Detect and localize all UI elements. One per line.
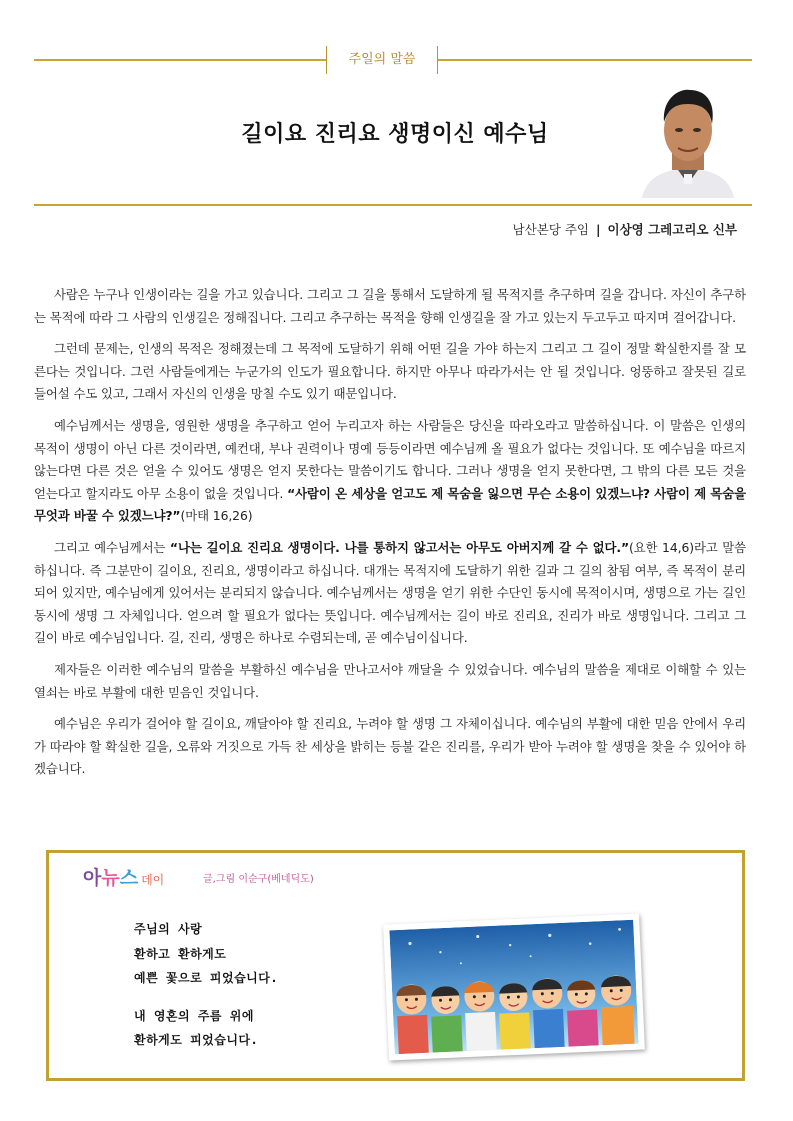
brand-char-3: 스 — [119, 867, 139, 889]
brand-char-2: 뉴 — [101, 867, 120, 889]
paragraph-5: 제자들은 이러한 예수님의 말씀을 부활하신 예수님을 만나고서야 깨달을 수 있었습니다. 예수님의 말씀을 제대로 이해할 수 있는 열쇠는 바로 부활에 대한 믿음인 것입니다. — [34, 661, 746, 700]
byline-separator: | — [595, 222, 601, 237]
byline — [513, 220, 737, 238]
article-body — [34, 284, 746, 790]
cartoon-box — [46, 850, 745, 1081]
header-rule-right — [438, 59, 752, 61]
page-title: 길이요 진리요 생명이신 예수님 — [241, 122, 549, 147]
byline-role: 남산본당 주임 — [512, 222, 589, 237]
paragraph-2: 그런데 문제는, 인생의 목적은 정해졌는데 그 목적에 도달하기 위해 어떤 길을 가야 하는지 그리고 그 길이 정말 확실한지를 잘 모른다는 것입니다. 그런 사람들에게는 누군가의 인도가 필요합니다. 하지만 아무나 따라가서는 안 될 것입니다. 엉뚱하고 잘못된 길로 들어설 수도 있고, 그래서 자신의 인생을 망칠 수도 있기 때문입니다. — [34, 341, 746, 402]
paragraph-4-quote: “나는 길이요 진리요 생명이다. 나를 통하지 않고서는 아무도 아버지께 갈 수 없다.” — [169, 539, 630, 555]
cartoon-brand — [83, 863, 164, 890]
brand-char-4: 데이 — [141, 873, 165, 887]
header-rule-left — [34, 59, 326, 61]
title-rule — [34, 204, 752, 206]
byline-name: 이상영 그레고리오 신부 — [607, 222, 737, 237]
brand-char-1: 아 — [83, 867, 102, 889]
paragraph-3-text: 예수님께서는 생명을, 영원한 생명을 추구하고 얻어 누리고자 하는 사람들은 당신을 따라오라고 말씀하십니다. 이 말씀은 인생의 목적이 생명이 아닌 다른 것이라면, 예컨대, 부나 권력이나 명예 등등이라면 예수님께 올 필요가 없다는 것입니다. 또 예수님을 따르지 않는다면 다른 것은 얻을 수 있어도 생명은 얻지 못한다는 말씀이기도 합니다. 그러나 생명을 얻지 못한다면, 그 밖의 다른 모든 것을 얻는다고 할지라도 아무 소용이 없을 것입니다. — [34, 417, 746, 501]
cartoon-credit: 글,그림 이순구(베네딕도) — [203, 874, 314, 885]
poem-line: 환하고 환하게도 — [134, 946, 227, 961]
paragraph-3 — [34, 415, 746, 528]
paragraph-4-lead: 그리고 예수님께서는 — [54, 539, 170, 555]
paragraph-3-quote: “사람이 온 세상을 얻고도 제 목숨을 잃으면 무슨 소용이 있겠느냐? 사람이 제 목숨을 무엇과 바꿀 수 있겠느냐?” — [34, 485, 747, 524]
paragraph-3-citation: (마태 16,26) — [180, 508, 253, 524]
paragraph-6: 예수님은 우리가 걸어야 할 길이요, 깨달아야 할 진리요, 누려야 할 생명 그 자체이십니다. 예수님의 부활에 대한 믿음 안에서 우리가 따라야 할 확실한 길을, 오류와 거짓으로 가득 찬 세상을 밝히는 등불 같은 진리를, 우리가 받아 누려야 할 생명을 찾을 수 있어야 하겠습니다. — [34, 716, 746, 777]
children-illustration — [389, 920, 638, 1055]
paragraph-1: 사람은 누구나 인생이라는 길을 가고 있습니다. 그리고 그 길을 통해서 도달하게 될 목적지를 추구하며 길을 갑니다. 자신이 추구하는 목적에 따라 그 사람의 인생길은 정해집니다. 그리고 추구하는 목적을 향해 인생길을 잘 가고 있는지 두고두고 따지며 걸어갑니다. — [34, 287, 746, 325]
poem-line: 환하게도 피었습니다. — [134, 1033, 259, 1047]
paragraph-4 — [34, 537, 746, 650]
poem-line: 예쁜 꽃으로 피었습니다. — [134, 971, 279, 985]
poem-line: 내 영혼의 주름 위에 — [134, 1008, 254, 1023]
section-label: 주일의 말씀 — [326, 46, 438, 74]
paragraph-4-text: (요한 14,6)라고 말씀하십니다. 즉 그분만이 길이요, 진리요, 생명이라고 하십니다. 대개는 목적지에 도달하기 위한 길과 그 길의 참됨 여부, 즉 목적이 분리되어 있지만, 예수님에게 있어서는 분리되지 않습니다. 예수님께서는 생명을 얻기 위한 수단인 동시에 목적이시며, 생명으로 가는 길인 동시에 생명 그 자체입니다. 얻으려 할 필요가 없다는 뜻입니다. 예수님께서는 길이 바로 진리요, 진리가 바로 생명입니다. 그리고 그 길이 바로 예수님입니다. 길, 진리, 생명은 하나로 수렴되는데, 곧 예수님이십니다. — [34, 539, 746, 646]
cartoon-picture — [383, 913, 645, 1060]
author-portrait — [638, 80, 738, 198]
poem-line: 주님의 사랑 — [134, 922, 203, 936]
cartoon-poem — [134, 917, 278, 1053]
